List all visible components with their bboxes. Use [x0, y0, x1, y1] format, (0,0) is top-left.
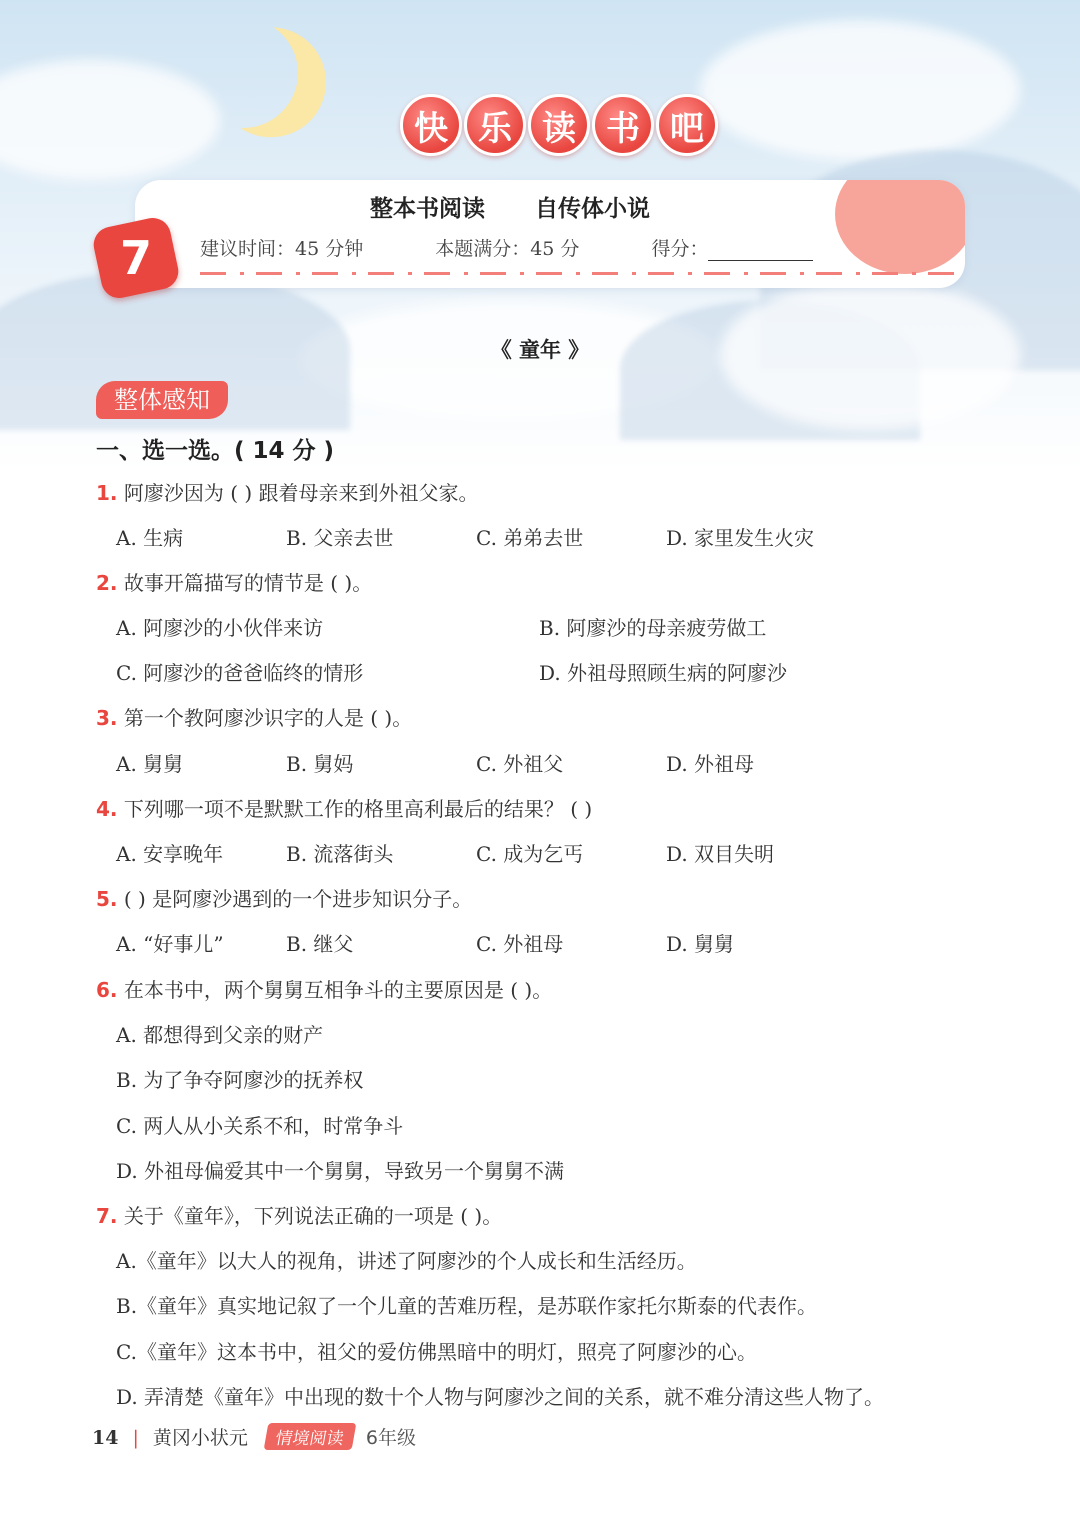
banner-decoration [835, 180, 965, 274]
page-footer [92, 1423, 416, 1450]
option: B. 父亲去世 [286, 526, 394, 550]
option: B. 流落街头 [286, 842, 394, 866]
unit-number: 7 [119, 231, 153, 286]
title-char: 吧 [656, 94, 718, 156]
option: B. 阿廖沙的母亲疲劳做工 [539, 616, 767, 640]
option: D. 家里发生火灾 [666, 526, 815, 550]
question-3: 3. 第一个教阿廖沙识字的人是 ( )。 [96, 706, 413, 730]
banner-info [200, 234, 813, 261]
question-5: 5. ( ) 是阿廖沙遇到的一个进步知识分子。 [96, 887, 473, 911]
option: A. “好事儿” [116, 932, 224, 956]
option: C. 阿廖沙的爸爸临终的情形 [116, 661, 364, 685]
heading-right: 自传体小说 [535, 196, 650, 222]
option: A.《童年》以大人的视角，讲述了阿廖沙的个人成长和生活经历。 [116, 1249, 697, 1273]
option: B.《童年》真实地记叙了一个儿童的苦难历程，是苏联作家托尔斯泰的代表作。 [116, 1294, 818, 1318]
title-char: 书 [592, 94, 654, 156]
book-title: 《 童年 》 [490, 338, 590, 362]
footer-grade: 6年级 [365, 1427, 416, 1449]
question-stem: 第一个教阿廖沙识字的人是 ( )。 [123, 706, 413, 730]
option: D. 双目失明 [666, 842, 775, 866]
footer-tag: 情境阅读 [263, 1423, 356, 1450]
unit-banner [135, 180, 965, 288]
option: B. 继父 [286, 932, 354, 956]
option: C. 外祖父 [476, 752, 564, 776]
footer-divider: | [132, 1427, 139, 1449]
question-stem: 关于《童年》，下列说法正确的一项是 ( )。 [123, 1204, 503, 1228]
option: A. 舅舅 [116, 752, 184, 776]
dashed-divider [200, 272, 955, 275]
question-stem: 在本书中，两个舅舅互相争斗的主要原因是 ( )。 [123, 978, 553, 1002]
option: C. 外祖母 [476, 932, 564, 956]
option: C.《童年》这本书中，祖父的爱仿佛黑暗中的明灯，照亮了阿廖沙的心。 [116, 1340, 757, 1364]
heading-left: 整本书阅读 [370, 196, 485, 222]
title-char: 乐 [464, 94, 526, 156]
option: A. 都想得到父亲的财产 [116, 1023, 324, 1047]
question-2: 2. 故事开篇描写的情节是 ( )。 [96, 571, 373, 595]
option: A. 安享晚年 [116, 842, 224, 866]
full-score: 本题满分：45 分 [435, 238, 580, 260]
question-6: 6. 在本书中，两个舅舅互相争斗的主要原因是 ( )。 [96, 978, 553, 1002]
option: A. 阿廖沙的小伙伴来访 [116, 616, 324, 640]
page-number: 14 [92, 1427, 119, 1449]
option: D. 外祖母照顾生病的阿廖沙 [539, 661, 788, 685]
option: B. 舅妈 [286, 752, 354, 776]
footer-brand: 黄冈小状元 [152, 1427, 248, 1449]
title-char: 快 [400, 94, 462, 156]
option: C. 弟弟去世 [476, 526, 584, 550]
section-tag: 整体感知 [96, 381, 228, 419]
option: B. 为了争夺阿廖沙的抚养权 [116, 1068, 364, 1092]
score-blank [708, 244, 813, 261]
banner-heading [370, 190, 650, 223]
option: D. 弄清楚《童年》中出现的数十个人物与阿廖沙之间的关系，就不难分清这些人物了。 [116, 1385, 885, 1409]
question-1: 1. 阿廖沙因为 ( ) 跟着母亲来到外祖父家。 [96, 481, 479, 505]
question-4: 4. 下列哪一项不是默默工作的格里高利最后的结果？ ( ) [96, 797, 593, 821]
question-stem: 下列哪一项不是默默工作的格里高利最后的结果？ ( ) [123, 797, 593, 821]
question-stem: ( ) 是阿廖沙遇到的一个进步知识分子。 [123, 887, 473, 911]
page-title [400, 94, 718, 156]
title-char: 读 [528, 94, 590, 156]
suggested-time: 建议时间：45 分钟 [200, 238, 364, 260]
option: C. 成为乞丐 [476, 842, 584, 866]
score-label: 得分： [651, 238, 709, 260]
option: A. 生病 [116, 526, 184, 550]
option: D. 舅舅 [666, 932, 735, 956]
option: C. 两人从小关系不和，时常争斗 [116, 1114, 404, 1138]
question-stem: 阿廖沙因为 ( ) 跟着母亲来到外祖父家。 [123, 481, 479, 505]
question-7: 7. 关于《童年》，下列说法正确的一项是 ( )。 [96, 1204, 503, 1228]
question-stem: 故事开篇描写的情节是 ( )。 [123, 571, 373, 595]
option: D. 外祖母偏爱其中一个舅舅，导致另一个舅舅不满 [116, 1159, 565, 1183]
part-heading: 一、选一选。( 14 分 ) [96, 438, 335, 464]
option: D. 外祖母 [666, 752, 755, 776]
